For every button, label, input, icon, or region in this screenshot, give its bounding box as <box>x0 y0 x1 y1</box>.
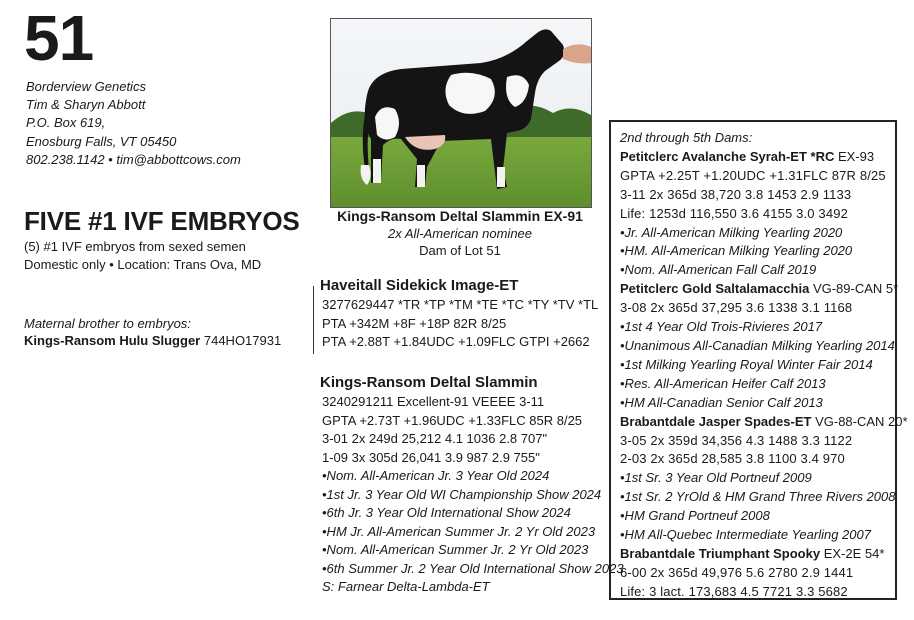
dam-sire: S: Farnear Delta-Lambda-ET <box>322 579 490 594</box>
dam-honor: •6th Summer Jr. 2 Year Old International Show 2023 <box>322 560 624 576</box>
cow-photo <box>330 18 592 208</box>
pedigree-box <box>609 120 908 600</box>
pedigree-dam-title <box>620 148 908 167</box>
dam-record: 3-01 2x 249d 25,212 4.1 1036 2.8 707" <box>322 431 548 446</box>
dam-honor: •Nom. All-American Summer Jr. 2 Yr Old 2023 <box>322 542 589 557</box>
pedigree-dam-title <box>620 545 908 564</box>
pedigree-dam-honor: •1st Sr. 3 Year Old Portneuf 2009 <box>620 470 812 486</box>
pedigree-dam-score: EX-2E 54* <box>823 545 885 561</box>
dam-line: 3240291211 Excellent-91 VEEEE 3-11 <box>322 394 545 409</box>
pedigree-dam-honor: •Nom. All-American Fall Calf 2019 <box>620 262 817 278</box>
consignor-line: Enosburg Falls, VT 05450 <box>26 133 177 149</box>
pedigree-dam-honor: •1st 4 Year Old Trois-Rivieres 2017 <box>620 319 823 335</box>
maternal-brother-label: Maternal brother to embryos: <box>24 316 191 331</box>
pedigree-dam-honor: •HM Grand Portneuf 2008 <box>620 508 770 524</box>
pedigree-dam-honor: •1st Sr. 2 YrOld & HM Grand Three Rivers 2008 <box>620 489 896 505</box>
sire-line: PTA +2.88T +1.84UDC +1.09FLC GTPI +2662 <box>322 334 590 349</box>
pedigree-dam-line: GPTA +2.25T +1.20UDC +1.31FLC 87R 8/25 <box>620 167 886 183</box>
dam-record: 1-09 3x 305d 26,041 3.9 987 2.9 755" <box>322 449 540 465</box>
pedigree-dam-name: Petitclerc Gold Saltalamacchia <box>620 281 810 297</box>
pedigree-dam-line: 3-08 2x 365d 37,295 3.6 1338 3.1 1168 <box>620 300 853 316</box>
photo-caption-lot: Dam of Lot 51 <box>419 243 501 258</box>
sire-divider <box>313 286 314 354</box>
sire-details <box>322 296 598 352</box>
pedigree-box-content <box>620 129 908 602</box>
consignor-block <box>26 78 241 169</box>
dam-honor: •1st Jr. 3 Year Old WI Championship Show 2024 <box>322 486 602 502</box>
dam-line: GPTA +2.73T +1.96UDC +1.33FLC 85R 8/25 <box>322 412 583 428</box>
offering-line: (5) #1 IVF embryos from sexed semen <box>24 239 246 254</box>
offering-details <box>24 238 261 274</box>
pedigree-dam-score: VG-88-CAN 20* <box>815 413 908 429</box>
cow-photo-illustration <box>331 19 591 207</box>
consignor-contact: 802.238.1142 • tim@abbottcows.com <box>26 151 241 167</box>
consignor-line: Borderview Genetics <box>26 79 146 94</box>
photo-caption <box>300 208 620 259</box>
pedigree-dam-line: 2-03 2x 365d 28,585 3.8 1100 3.4 970 <box>620 451 845 467</box>
maternal-brother-reg: 744HO17931 <box>203 333 282 348</box>
maternal-brother <box>24 333 281 348</box>
pedigree-dam-honor: •Jr. All-American Milking Yearling 2020 <box>620 224 843 240</box>
pedigree-dam-score: EX-93 <box>837 148 875 164</box>
pedigree-dam-line: 6-00 2x 365d 49,976 5.6 2780 2.9 1441 <box>620 564 854 580</box>
sire-line: PTA +342M +8F +18P 82R 8/25 <box>322 315 507 331</box>
pedigree-dam-name: Petitclerc Avalanche Syrah-ET *RC <box>620 148 835 164</box>
pedigree-dam-honor: •HM All-Quebec Intermediate Yearling 2007 <box>620 527 871 543</box>
pedigree-dam-title <box>620 413 908 432</box>
pedigree-header: 2nd through 5th Dams: <box>620 130 753 145</box>
pedigree-dam-honor: •Res. All-American Heifer Calf 2013 <box>620 375 826 391</box>
pedigree-dam-name: Brabantdale Jasper Spades-ET <box>620 413 812 429</box>
pedigree-dam-honor: •1st Milking Yearling Royal Winter Fair 2014 <box>620 356 873 372</box>
photo-caption-honor: 2x All-American nominee <box>387 226 533 241</box>
dam-honor: •6th Jr. 3 Year Old International Show 2024 <box>322 505 571 520</box>
consignor-line: Tim & Sharyn Abbott <box>26 97 146 113</box>
dam-name: Kings-Ransom Deltal Slammin <box>320 374 538 391</box>
pedigree-dam-honor: •HM All-Canadian Senior Calf 2013 <box>620 394 823 410</box>
pedigree-dam-line: Life: 3 lact. 173,683 4.5 7721 3.3 5682 <box>620 583 848 599</box>
photo-caption-name: Kings-Ransom Deltal Slammin EX-91 <box>337 208 583 224</box>
consignor-line: P.O. Box 619, <box>26 115 106 131</box>
pedigree-dam-line: 3-11 2x 365d 38,720 3.8 1453 2.9 1133 <box>620 186 852 202</box>
pedigree-dam-honor: •Unanimous All-Canadian Milking Yearling 2014 <box>620 337 895 353</box>
pedigree-dam-score: VG-89-CAN 5* <box>812 281 899 297</box>
pedigree-dam-title <box>620 280 908 299</box>
sire-name: Haveitall Sidekick Image-ET <box>320 277 519 294</box>
dam-details <box>322 393 624 597</box>
pedigree-dam-honor: •HM. All-American Milking Yearling 2020 <box>620 243 853 259</box>
sire-line: 3277629447 *TR *TP *TM *TE *TC *TY *TV *TL <box>322 297 599 312</box>
pedigree-dam-line: 3-05 2x 359d 34,356 4.3 1488 3.3 1122 <box>620 432 853 448</box>
dam-honor: •Nom. All-American Jr. 3 Year Old 2024 <box>322 468 550 483</box>
pedigree-dam-line: Life: 1253d 116,550 3.6 4155 3.0 3492 <box>620 205 848 221</box>
offering-title: FIVE #1 IVF EMBRYOS <box>24 206 300 236</box>
lot-number: 51 <box>24 2 94 74</box>
maternal-brother-name: Kings-Ransom Hulu Slugger <box>24 333 201 348</box>
dam-honor: •HM Jr. All-American Summer Jr. 2 Yr Old 2023 <box>322 523 596 539</box>
offering-line: Domestic only • Location: Trans Ova, MD <box>24 257 262 272</box>
pedigree-dam-name: Brabantdale Triumphant Spooky <box>620 545 821 561</box>
